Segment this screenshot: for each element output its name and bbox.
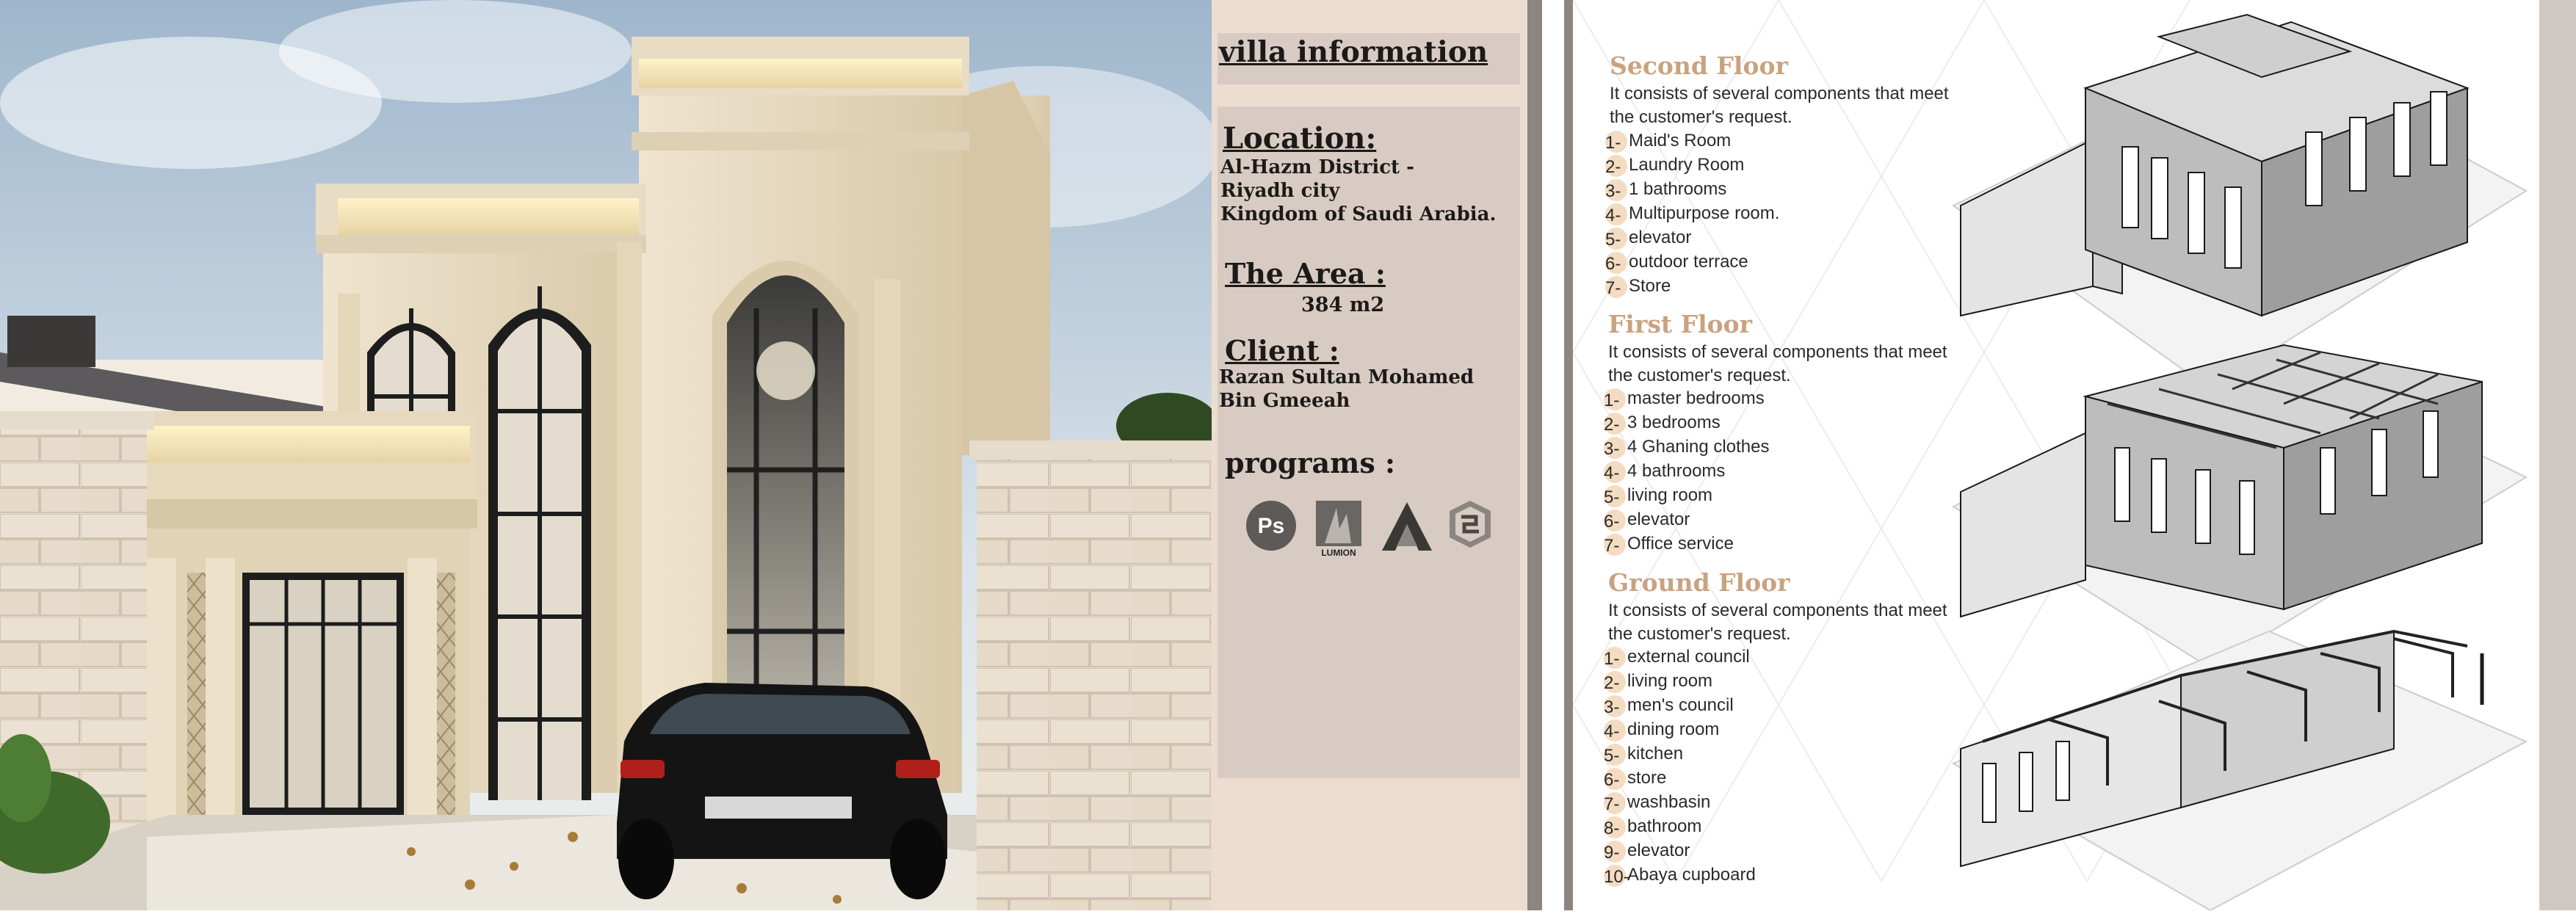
item-number: 5- [1605, 229, 1621, 250]
description-line: the customer's request. [1608, 366, 1791, 385]
number-bubble [1604, 792, 1626, 814]
number-bubble [1604, 413, 1626, 435]
client-line: Bin Gmeeah [1219, 390, 1350, 412]
axonometric-drawings [1939, 7, 2541, 910]
second-floor-description [1610, 82, 1949, 129]
item-number: 1- [1605, 132, 1621, 153]
list-item [1604, 838, 1756, 863]
item-number: 10- [1604, 866, 1629, 887]
ground-floor-list [1604, 645, 1756, 887]
number-bubble [1604, 768, 1626, 790]
item-number: 5- [1604, 487, 1620, 507]
description-line: the customer's request. [1608, 624, 1791, 644]
lumion-icon-label: LUMION [1321, 548, 1356, 558]
client-text [1219, 366, 1474, 413]
item-number: 2- [1604, 414, 1620, 435]
list-item [1604, 693, 1756, 717]
list-item [1604, 386, 1769, 410]
item-number: 9- [1604, 842, 1620, 863]
item-number: 3- [1605, 181, 1621, 201]
ground-floor-axonometric [1953, 631, 2526, 910]
programs-label: programs : [1225, 446, 1396, 479]
item-label: men's council [1627, 695, 1734, 715]
item-label: living room [1627, 485, 1713, 505]
right-edge-strip [2539, 0, 2576, 910]
list-item [1604, 410, 1769, 435]
second-floor-axonometric [1953, 15, 2526, 389]
number-bubble [1604, 671, 1626, 693]
number-bubble [1605, 276, 1627, 298]
first-floor-list [1604, 386, 1769, 556]
number-bubble [1604, 816, 1626, 838]
villa-render-illustration [0, 0, 1212, 910]
list-item [1604, 814, 1756, 838]
location-line: Riyadh city [1220, 180, 1340, 202]
item-label: Multipurpose room. [1629, 203, 1780, 223]
second-floor-list [1605, 128, 1779, 298]
area-label: The Area : [1225, 257, 1386, 290]
item-label: 1 bathrooms [1629, 179, 1727, 199]
item-number: 7- [1604, 535, 1620, 556]
list-item [1605, 250, 1779, 274]
list-item [1604, 863, 1756, 887]
item-label: kitchen [1627, 744, 1684, 764]
list-item [1605, 201, 1779, 225]
item-number: 8- [1604, 818, 1620, 838]
number-bubble [1604, 647, 1626, 669]
item-label: Store [1629, 276, 1671, 296]
item-label: elevator [1627, 841, 1690, 860]
list-item [1605, 153, 1779, 177]
number-bubble [1605, 203, 1627, 225]
item-number: 2- [1605, 156, 1621, 177]
item-label: 4 bathrooms [1627, 461, 1726, 481]
item-number: 3- [1604, 438, 1620, 459]
autocad-icon-label: A [1407, 499, 1408, 500]
list-item [1604, 717, 1756, 741]
item-label: 4 Ghaning clothes [1627, 437, 1770, 457]
item-label: Abaya cupboard [1627, 865, 1756, 885]
list-item [1604, 766, 1756, 790]
item-number: 5- [1604, 745, 1620, 766]
ground-floor-title: Ground Floor [1608, 568, 1790, 597]
item-label: living room [1627, 671, 1713, 691]
ground-floor-description [1608, 599, 1947, 646]
item-label: Laundry Room [1629, 155, 1745, 175]
first-floor-title: First Floor [1608, 310, 1753, 338]
divider-strip [1527, 0, 1542, 910]
list-item [1605, 128, 1779, 153]
area-value: 384 m2 [1301, 294, 1385, 316]
item-number: 4- [1605, 205, 1621, 225]
client-label: Client : [1225, 334, 1339, 367]
item-number: 4- [1604, 721, 1620, 741]
number-bubble [1604, 534, 1626, 556]
villa-exterior-render [0, 0, 1212, 910]
item-label: Office service [1627, 534, 1734, 554]
list-item [1604, 790, 1756, 814]
location-line: Al-Hazm District - [1220, 156, 1414, 178]
description-line: It consists of several components that meet [1608, 601, 1947, 620]
number-bubble [1604, 461, 1626, 483]
item-label: store [1627, 768, 1667, 788]
item-label: 3 bedrooms [1627, 413, 1721, 432]
list-item [1604, 435, 1769, 459]
number-bubble [1604, 841, 1626, 863]
list-item [1604, 741, 1756, 766]
number-bubble [1604, 437, 1626, 459]
item-number: 6- [1605, 253, 1621, 274]
item-number: 7- [1604, 794, 1620, 814]
item-number: 1- [1604, 390, 1620, 410]
number-bubble [1605, 131, 1627, 153]
item-number: 3- [1604, 697, 1620, 717]
number-bubble [1604, 744, 1626, 766]
list-item [1605, 274, 1779, 298]
divider-white [1542, 0, 1564, 910]
number-bubble [1605, 228, 1627, 250]
location-text [1220, 156, 1497, 226]
item-label: washbasin [1627, 792, 1711, 812]
photoshop-icon [1245, 499, 1298, 556]
location-label: Location: [1223, 121, 1377, 156]
lumion-icon [1314, 499, 1363, 562]
divider-strip [1564, 0, 1573, 910]
item-number: 2- [1604, 672, 1620, 693]
list-item [1604, 483, 1769, 507]
number-bubble [1605, 155, 1627, 177]
client-line: Razan Sultan Mohamed [1219, 366, 1475, 388]
item-label: master bedrooms [1627, 388, 1765, 408]
item-label: dining room [1627, 719, 1720, 739]
list-item [1604, 669, 1756, 693]
item-label: external council [1627, 647, 1750, 667]
number-bubble [1604, 388, 1626, 410]
number-bubble [1604, 509, 1626, 532]
number-bubble [1604, 719, 1626, 741]
description-line: It consists of several components that meet [1610, 84, 1949, 104]
item-number: 6- [1604, 769, 1620, 790]
item-number: 1- [1604, 648, 1620, 669]
item-label: Maid's Room [1629, 131, 1732, 150]
location-line: Kingdom of Saudi Arabia. [1220, 203, 1497, 225]
first-floor-axonometric [1953, 345, 2526, 668]
sketchup-icon [1448, 499, 1492, 553]
list-item [1605, 225, 1779, 250]
number-bubble [1605, 252, 1627, 274]
list-item [1604, 532, 1769, 556]
list-item [1604, 507, 1769, 532]
item-label: outdoor terrace [1629, 252, 1748, 272]
autocad-icon [1381, 499, 1433, 556]
item-label: elevator [1629, 228, 1692, 247]
item-number: 4- [1604, 463, 1620, 483]
number-bubble [1604, 865, 1629, 887]
description-line: the customer's request. [1610, 107, 1792, 127]
number-bubble [1605, 179, 1627, 201]
item-label: bathroom [1627, 816, 1702, 836]
item-number: 6- [1604, 511, 1620, 532]
number-bubble [1604, 695, 1626, 717]
item-label: elevator [1627, 509, 1690, 529]
list-item [1604, 645, 1756, 669]
info-title: villa information [1219, 35, 1488, 69]
number-bubble [1604, 485, 1626, 507]
list-item [1605, 177, 1779, 201]
second-floor-title: Second Floor [1610, 51, 1788, 80]
list-item [1604, 459, 1769, 483]
item-number: 7- [1605, 278, 1621, 298]
photoshop-icon-label: Ps [1257, 514, 1285, 538]
description-line: It consists of several components that meet [1608, 342, 1947, 362]
first-floor-description [1608, 341, 1947, 388]
